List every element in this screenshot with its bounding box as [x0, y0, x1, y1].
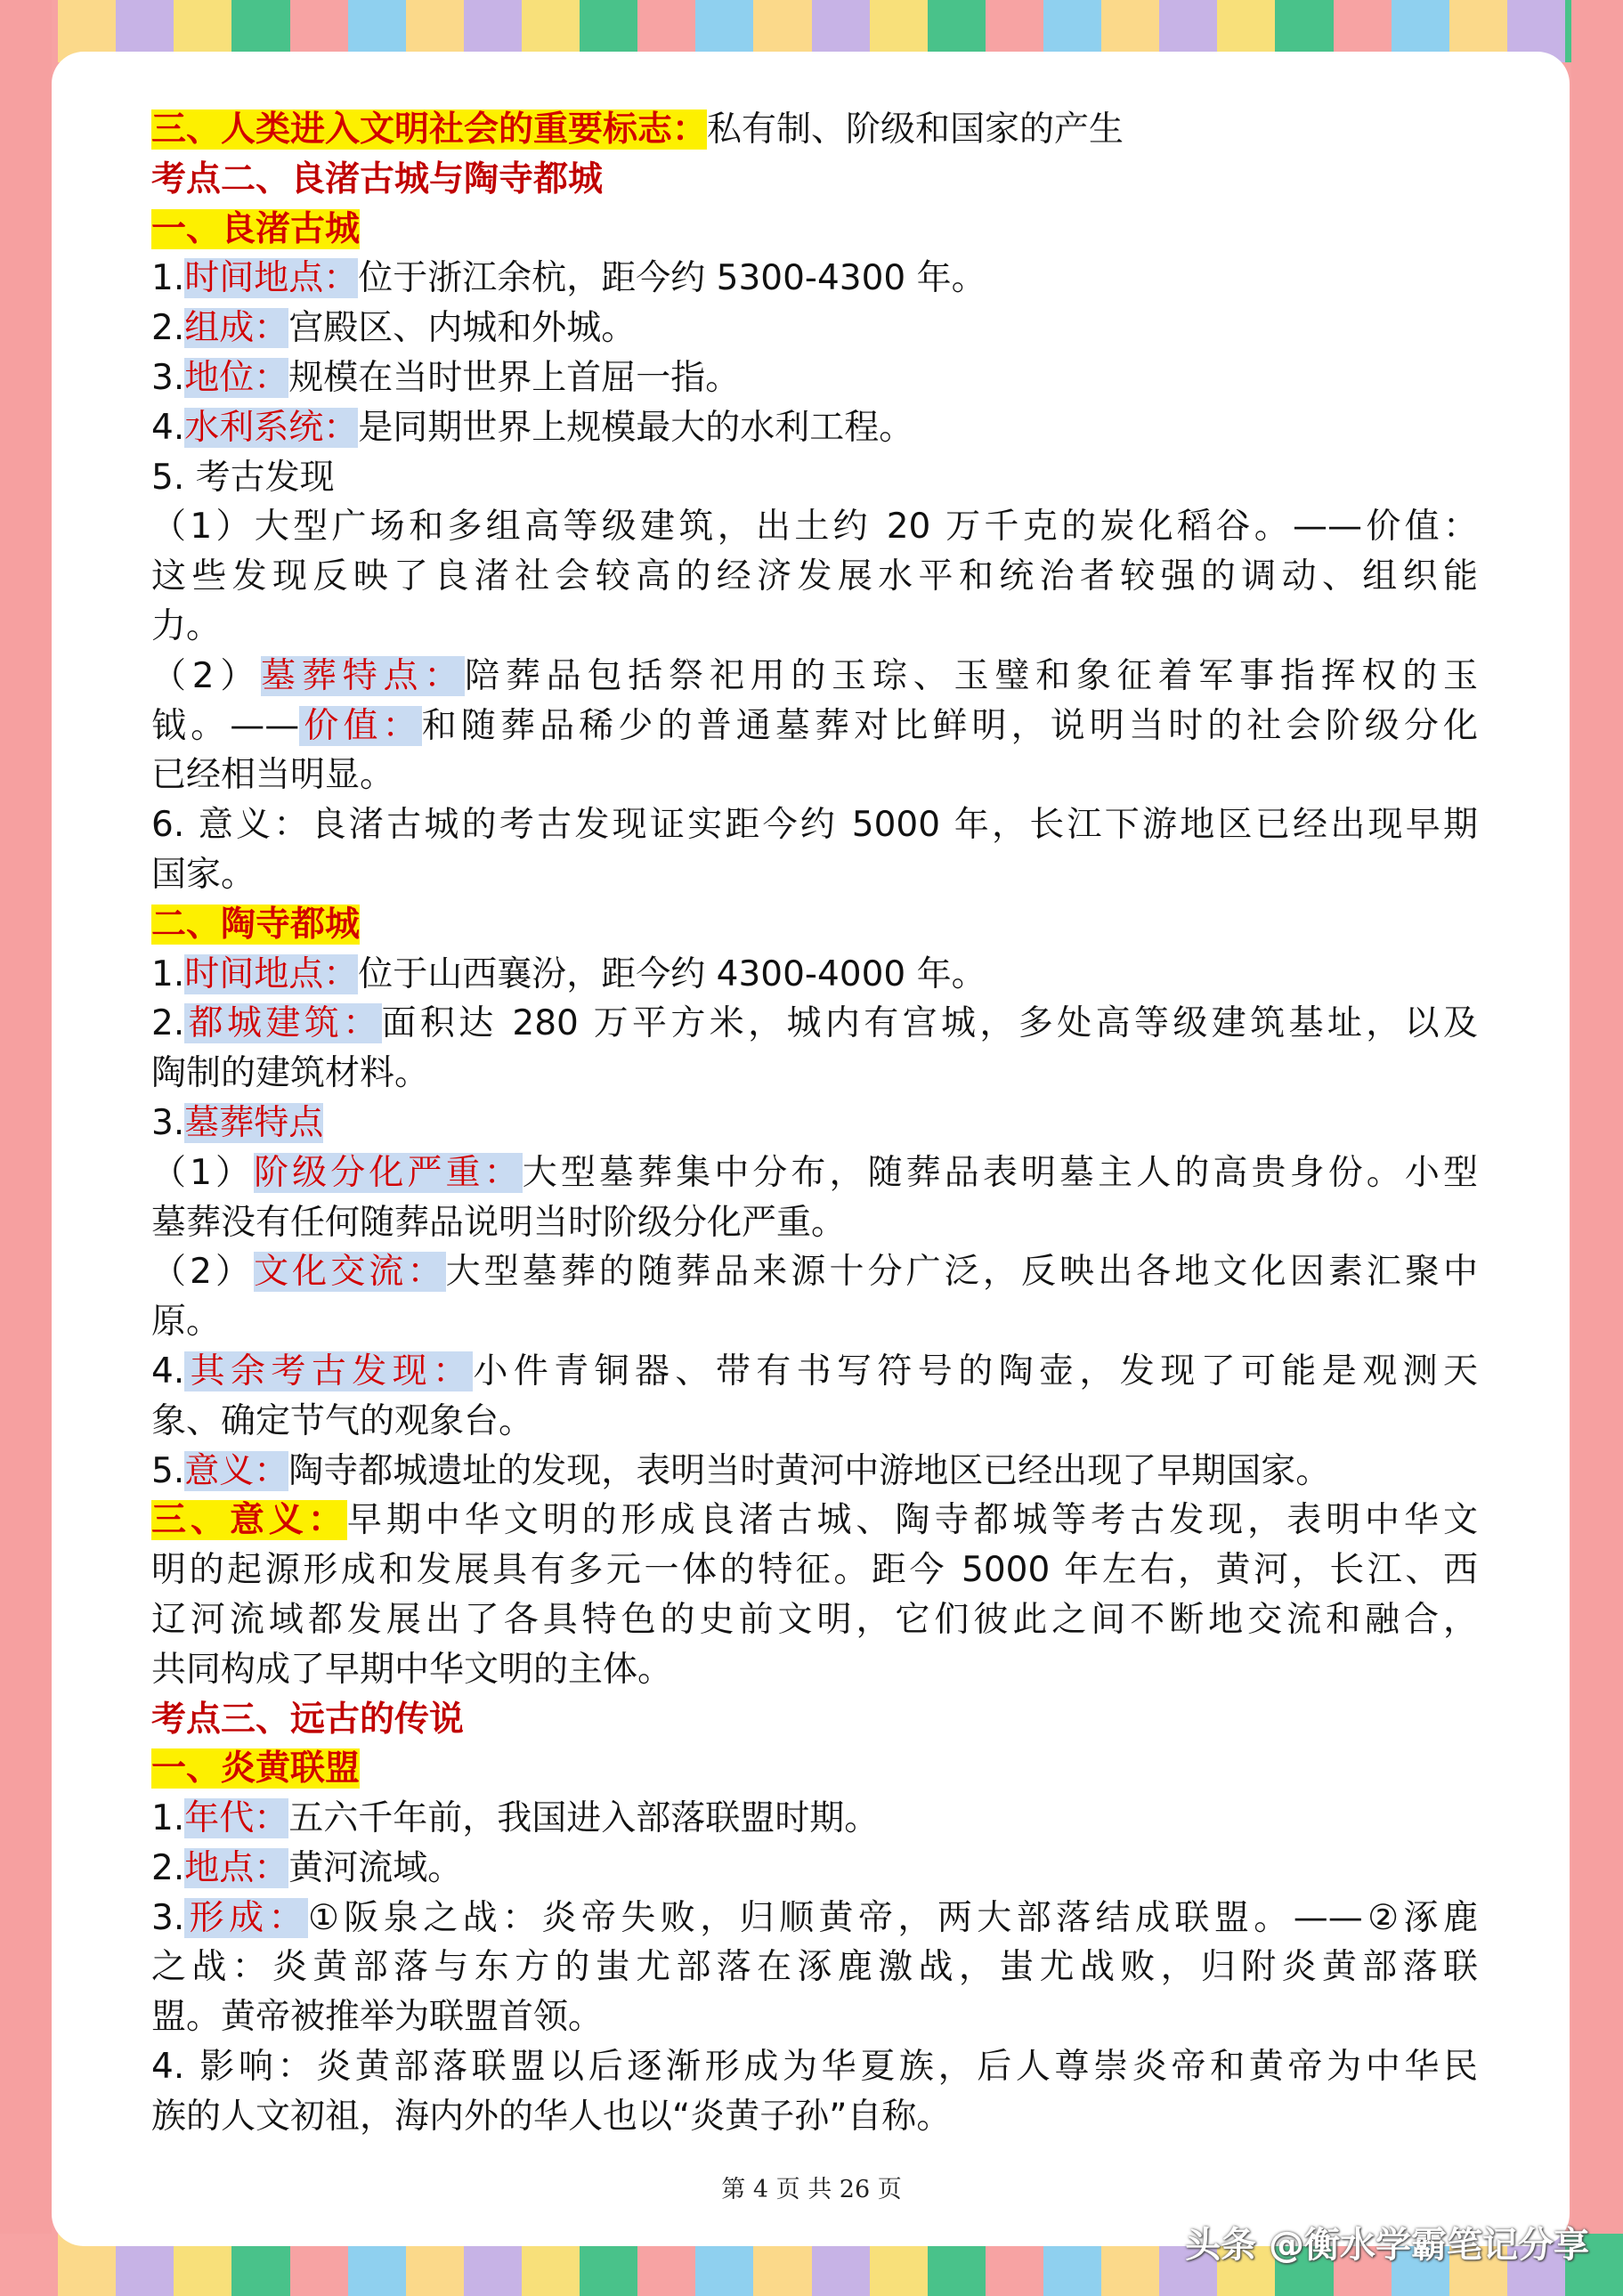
text-line [151, 1794, 1478, 1844]
text-line [151, 800, 1478, 850]
text-run: 规模在当时世界上首屈一指。 [288, 357, 741, 398]
text-run: 这些发现反映了良渚社会较高的经济发展水平和统治者较强的调动、组织能 [151, 556, 1478, 597]
text-line [151, 1148, 1478, 1198]
text-run: 1. [151, 953, 185, 994]
term-highlight: 阶级分化严重： [254, 1152, 523, 1193]
text-run: 3. [151, 1897, 185, 1938]
text-line [151, 1347, 1478, 1397]
text-run: 3. [151, 1102, 185, 1143]
text-run: 陶寺都城遗址的发现，表明当时黄河中游地区已经出现了早期国家。 [288, 1450, 1331, 1491]
text-run: 位于山西襄汾，距今约 4300-4000 年。 [358, 953, 986, 994]
text-line [151, 1247, 1478, 1297]
page-content [151, 105, 1478, 2142]
text-line [151, 850, 1478, 900]
text-line [151, 702, 1478, 751]
text-run: （1）大型广场和多组高等级建筑，出土约 20 万千克的炭化稻谷。——价值： [151, 507, 1478, 548]
term-highlight: 文化交流： [254, 1252, 446, 1293]
text-run: 5. 考古发现 [151, 457, 335, 498]
text-run: 大型墓葬集中分布，随葬品表明墓主人的高贵身份。小型 [522, 1152, 1478, 1193]
term-highlight: 时间地点： [184, 953, 359, 994]
text-run: 4. 影响：炎黄部落联盟以后逐渐形成为华夏族，后人尊崇炎帝和黄帝为中华民 [151, 2047, 1478, 2088]
text-line [151, 1844, 1478, 1894]
term-highlight: 地点： [184, 1847, 289, 1888]
term-highlight: 墓葬特点： [261, 655, 466, 696]
text-line [151, 155, 1478, 205]
text-run: 位于浙江余杭，距今约 5300-4300 年。 [358, 258, 986, 299]
text-run: 已经相当明显。 [151, 755, 395, 796]
text-line [151, 1397, 1478, 1447]
text-line [151, 1744, 1478, 1794]
text-run: 陶制的建筑材料。 [151, 1053, 430, 1094]
text-line [151, 254, 1478, 304]
text-run: 五六千年前，我国进入部落联盟时期。 [288, 1798, 880, 1839]
text-run: 4. [151, 1351, 185, 1391]
text-run: 宫殿区、内城和外城。 [288, 308, 637, 349]
text-run: （2） [151, 655, 262, 696]
text-line [151, 353, 1478, 403]
text-run: 黄河流域。 [288, 1847, 463, 1888]
text-run: 国家。 [151, 854, 256, 895]
text-line [151, 1297, 1478, 1347]
term-highlight: 其余考古发现： [184, 1351, 474, 1391]
text-line [151, 1049, 1478, 1099]
term-highlight: 组成： [184, 308, 289, 349]
page-number: 第 4 页 共 26 页 [721, 2176, 902, 2203]
heading-highlight: 三、意义： [151, 1500, 347, 1541]
text-run: 力。 [151, 605, 222, 646]
text-run: 面积达 280 万平方米，城内有宫城，多处高等级建筑基址，以及 [381, 1003, 1478, 1044]
text-line [151, 750, 1478, 800]
text-run: 是同期世界上规模最大的水利工程。 [358, 407, 914, 448]
term-highlight: 都城建筑： [184, 1003, 382, 1044]
text-line [151, 1198, 1478, 1248]
text-line [151, 900, 1478, 950]
text-run: 2. [151, 308, 185, 349]
text-run: 大型墓葬的随葬品来源十分广泛，反映出各地文化因素汇聚中 [445, 1252, 1478, 1293]
text-line [151, 2092, 1478, 2142]
text-run: ①阪泉之战：炎帝失败，归顺黄帝，两大部落结成联盟。——②涿鹿 [307, 1897, 1478, 1938]
text-line [151, 1645, 1478, 1695]
text-line [151, 552, 1478, 602]
heading-highlight: 一、炎黄联盟 [151, 1748, 361, 1789]
watermark: 头条 @衡水学霸笔记分享 [1185, 2225, 1589, 2266]
term-highlight: 地位： [184, 357, 289, 398]
text-line [151, 999, 1478, 1049]
text-line [151, 950, 1478, 1000]
text-line [151, 2042, 1478, 2092]
text-run: 3. [151, 357, 185, 398]
text-run: 早期中华文明的形成良渚古城、陶寺都城等考古发现，表明中华文 [346, 1500, 1478, 1541]
text-run: 2. [151, 1003, 185, 1044]
text-line [151, 403, 1478, 453]
text-line [151, 453, 1478, 503]
heading-highlight: 二、陶寺都城 [151, 904, 361, 945]
text-run: 1. [151, 1798, 185, 1839]
text-run: （1） [151, 1152, 255, 1193]
text-line [151, 1496, 1478, 1546]
heading-highlight: 一、良渚古城 [151, 208, 361, 249]
term-highlight: 墓葬特点 [184, 1102, 324, 1143]
text-line [151, 502, 1478, 552]
text-run: 小件青铜器、带有书写符号的陶壶，发现了可能是观测天 [473, 1351, 1478, 1391]
term-highlight: 价值： [299, 705, 422, 746]
text-line [151, 1992, 1478, 2042]
text-run: 明的起源形成和发展具有多元一体的特征。距今 5000 年左右，黄河，长江、西 [151, 1550, 1478, 1591]
text-run: 象、确定节气的观象台。 [151, 1400, 534, 1441]
term-highlight: 水利系统： [184, 407, 359, 448]
text-line [151, 1546, 1478, 1595]
term-highlight: 时间地点： [184, 258, 359, 299]
text-run: 墓葬没有任何随葬品说明当时阶级分化严重。 [151, 1202, 847, 1243]
text-line [151, 1695, 1478, 1745]
text-run: 原。 [151, 1302, 222, 1343]
text-run: 之战：炎黄部落与东方的蚩尤部落在涿鹿激战，蚩尤战败，归附炎黄部落联 [151, 1947, 1478, 1988]
section-heading: 考点二、良渚古城与陶寺都城 [151, 158, 604, 199]
text-line [151, 304, 1478, 353]
text-line [151, 1099, 1478, 1148]
text-line [151, 105, 1478, 155]
text-run: 辽河流域都发展出了各具特色的史前文明，它们彼此之间不断地交流和融合， [151, 1599, 1478, 1640]
text-line [151, 602, 1478, 652]
text-line [151, 652, 1478, 702]
text-run: 族的人文初祖，海内外的华人也以“炎黄子孙”自称。 [151, 2096, 952, 2137]
text-run: 共同构成了早期中华文明的主体。 [151, 1649, 673, 1690]
text-run: 和随葬品稀少的普通墓葬对比鲜明，说明当时的社会阶级分化 [421, 705, 1478, 746]
term-highlight: 意义： [184, 1450, 289, 1491]
text-run: （2） [151, 1252, 255, 1293]
text-line [151, 1943, 1478, 1992]
text-run: 6. 意义：良渚古城的考古发现证实距今约 5000 年，长江下游地区已经出现早期 [151, 805, 1478, 846]
text-line [151, 1595, 1478, 1645]
text-line [151, 1894, 1478, 1943]
term-highlight: 年代： [184, 1798, 289, 1839]
text-line [151, 1447, 1478, 1497]
left-border [0, 0, 52, 2296]
text-run: 5. [151, 1450, 185, 1491]
heading-highlight: 三、人类进入文明社会的重要标志： [151, 110, 708, 150]
text-run: 2. [151, 1847, 185, 1888]
text-run: 私有制、阶级和国家的产生 [707, 110, 1124, 150]
term-highlight: 形成： [184, 1897, 308, 1938]
stripe [0, 2234, 58, 2296]
text-run: 钺。—— [151, 705, 300, 746]
section-heading: 考点三、远古的传说 [151, 1699, 465, 1740]
text-line [151, 205, 1478, 255]
text-run: 4. [151, 407, 185, 448]
text-run: 盟。黄帝被推举为联盟首领。 [151, 1997, 604, 2038]
text-run: 陪葬品包括祭祀用的玉琮、玉璧和象征着军事指挥权的玉 [465, 655, 1478, 696]
text-run: 1. [151, 258, 185, 299]
right-border [1571, 0, 1623, 2296]
